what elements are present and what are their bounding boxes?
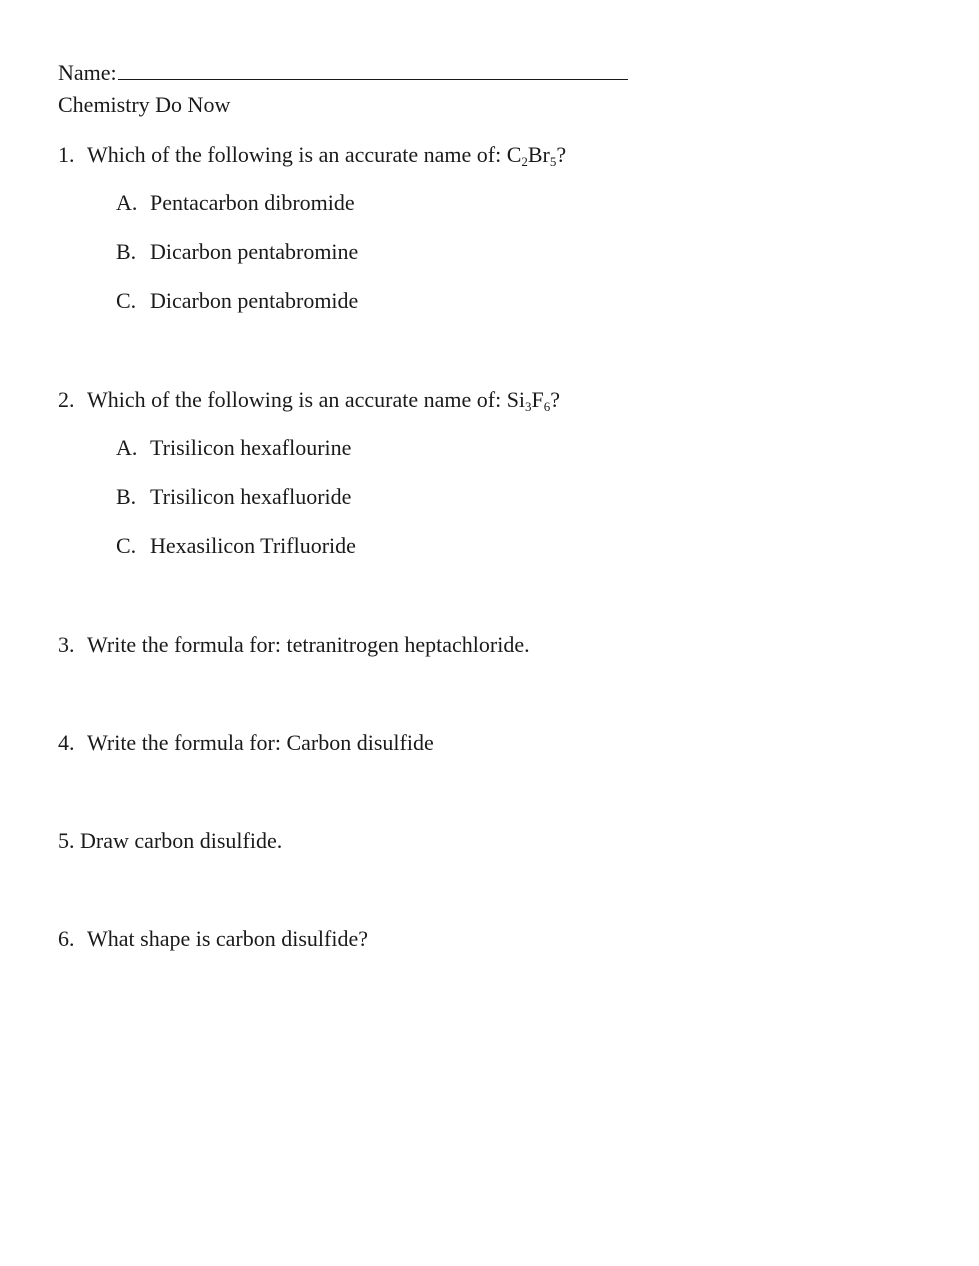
option-text: Dicarbon pentabromide: [150, 288, 359, 313]
question-number: 3.: [58, 632, 75, 657]
worksheet-title: Chemistry Do Now: [58, 92, 231, 117]
name-label: Name:: [58, 60, 117, 85]
option-text: Dicarbon pentabromine: [150, 239, 359, 264]
option-1c[interactable]: [116, 288, 358, 314]
question-number: 2.: [58, 387, 75, 412]
option-letter: C.: [116, 533, 137, 558]
question-text: Which of the following is an accurate name of:: [87, 142, 507, 167]
option-2c[interactable]: [116, 533, 356, 559]
option-letter: C.: [116, 288, 137, 313]
question-2: [58, 387, 560, 413]
formula-element: Br: [527, 142, 550, 167]
question-number: 5.: [58, 828, 75, 853]
question-text: Write the formula for: tetranitrogen heptachloride.: [87, 632, 530, 657]
name-blank-line[interactable]: [118, 59, 628, 80]
question-end: ?: [550, 387, 561, 412]
option-text: Trisilicon hexaflourine: [150, 435, 352, 460]
question-number: 6.: [58, 926, 75, 951]
question-text: Which of the following is an accurate name of:: [87, 387, 507, 412]
option-1a[interactable]: [116, 190, 355, 216]
question-text: What shape is carbon disulfide?: [87, 926, 369, 951]
question-text: Write the formula for: Carbon disulfide: [87, 730, 434, 755]
formula-subscript: 5: [549, 154, 557, 169]
question-end: ?: [556, 142, 567, 167]
option-letter: B.: [116, 239, 137, 264]
question-1: [58, 142, 566, 168]
option-1b[interactable]: [116, 239, 358, 265]
option-2b[interactable]: [116, 484, 351, 510]
question-number: 4.: [58, 730, 75, 755]
question-4: [58, 730, 434, 756]
formula-subscript: 6: [543, 399, 551, 414]
formula-element: C: [506, 142, 522, 167]
option-2a[interactable]: [116, 435, 351, 461]
question-number: 1.: [58, 142, 75, 167]
option-text: Trisilicon hexafluoride: [150, 484, 352, 509]
formula-element: Si: [506, 387, 526, 412]
option-text: Pentacarbon dibromide: [150, 190, 355, 215]
question-text: Draw carbon disulfide.: [80, 828, 283, 853]
option-text: Hexasilicon Trifluoride: [150, 533, 356, 558]
name-row: [58, 59, 628, 86]
option-letter: A.: [116, 435, 138, 460]
question-5: [58, 828, 282, 854]
formula-element: F: [531, 387, 544, 412]
option-letter: A.: [116, 190, 138, 215]
formula-subscript: 2: [521, 154, 528, 169]
question-6: [58, 926, 368, 952]
option-letter: B.: [116, 484, 137, 509]
formula-subscript: 3: [525, 399, 532, 414]
question-3: [58, 632, 530, 658]
